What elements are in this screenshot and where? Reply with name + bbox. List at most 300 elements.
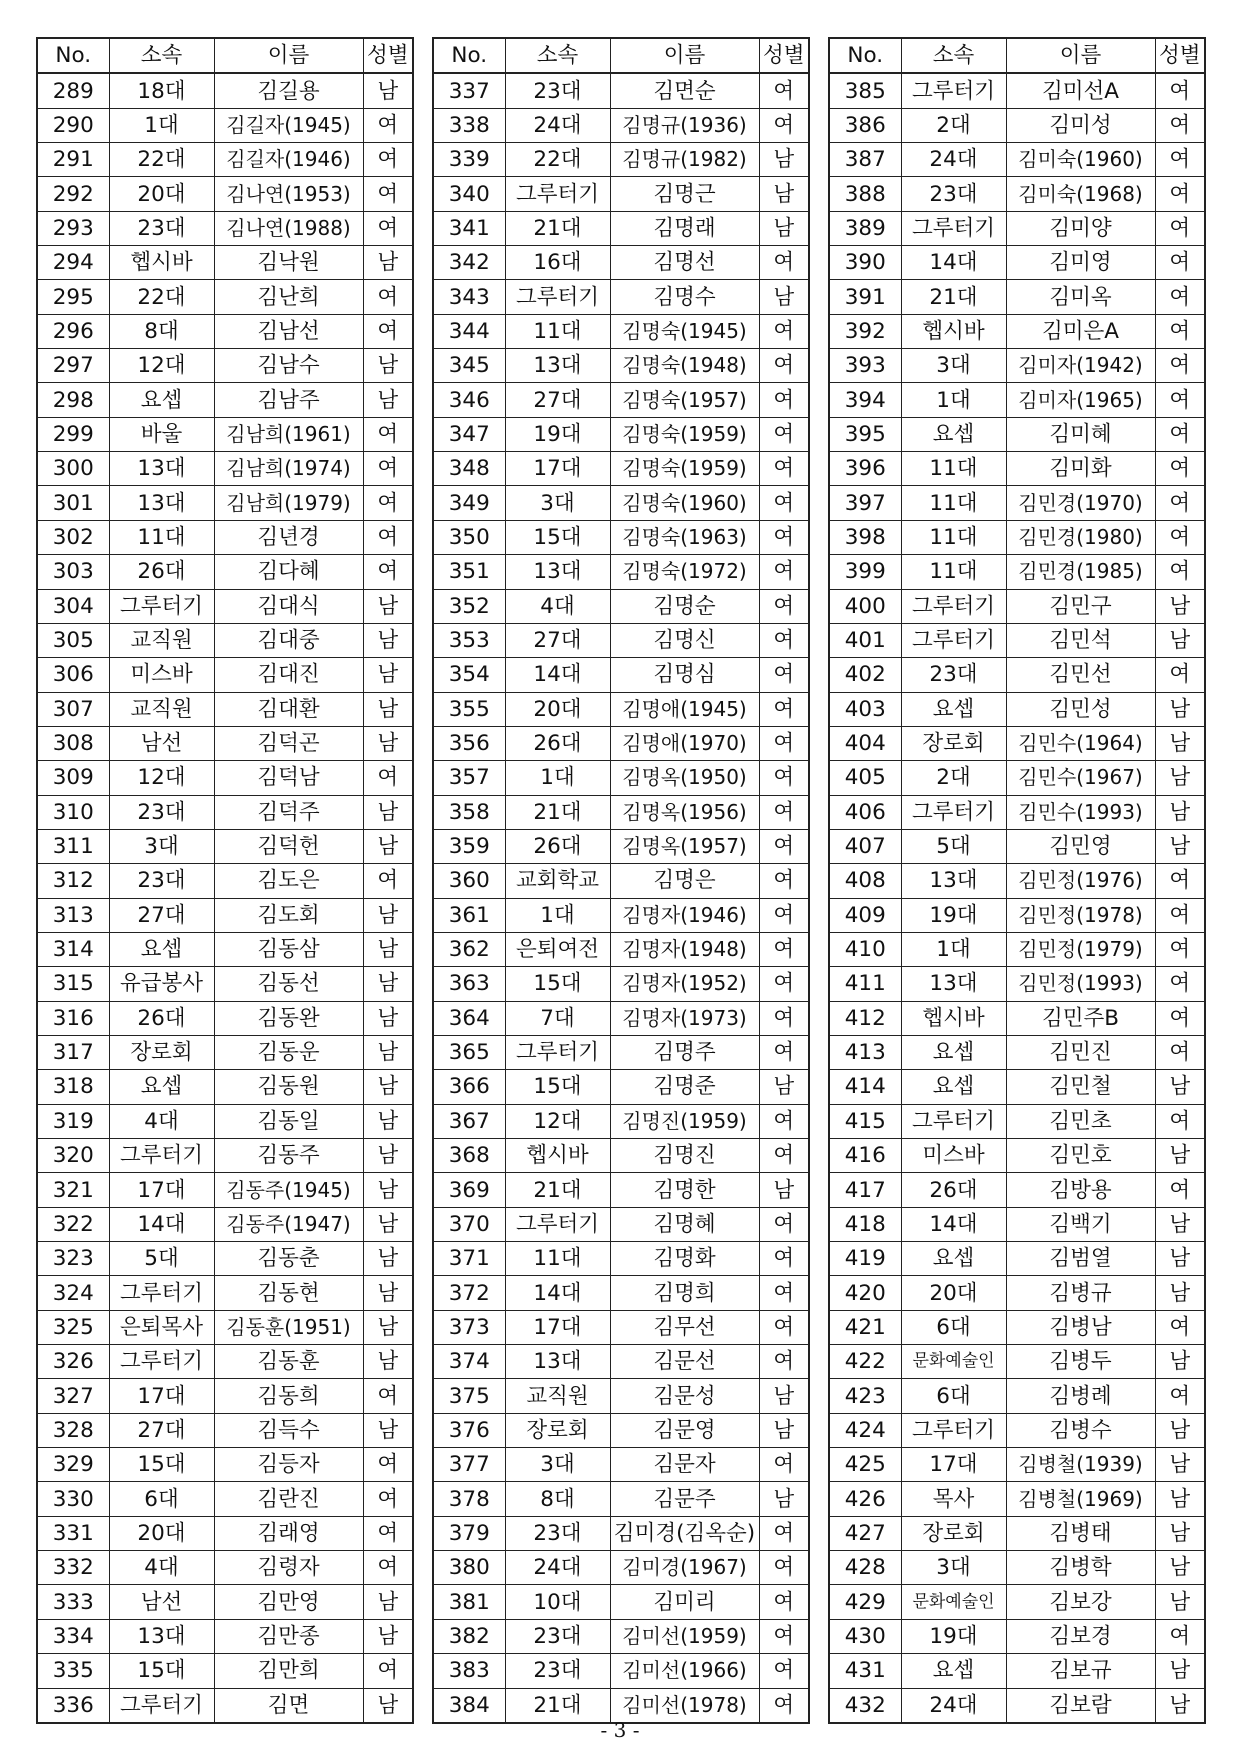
member-number: 342 [433,246,505,280]
member-name: 김동훈(1951) [214,1310,363,1344]
member-number: 377 [433,1448,505,1482]
member-affiliation: 23대 [109,211,214,245]
member-gender: 여 [759,1688,809,1723]
member-affiliation: 12대 [505,1104,610,1138]
member-number: 332 [37,1551,109,1585]
table-row [433,829,809,863]
member-gender: 여 [759,452,809,486]
member-gender: 남 [1155,1345,1205,1379]
member-gender: 여 [759,1139,809,1173]
member-affiliation: 8대 [109,314,214,348]
column-header-affiliation: 소속 [109,38,214,73]
column-header-no: No. [829,38,901,73]
member-number: 413 [829,1035,901,1069]
member-gender: 남 [363,1310,413,1344]
table-row [829,108,1205,142]
member-name: 김미숙(1968) [1006,177,1155,211]
table-row [37,1413,413,1447]
table-row [37,589,413,623]
member-affiliation: 문화예술인 [901,1585,1006,1619]
member-number: 384 [433,1688,505,1723]
member-name: 김미자(1942) [1006,349,1155,383]
table-row [433,1585,809,1619]
member-name: 김동현 [214,1276,363,1310]
member-affiliation: 미스바 [109,658,214,692]
member-name: 김무선 [610,1310,759,1344]
member-number: 315 [37,967,109,1001]
member-gender: 여 [1155,452,1205,486]
member-number: 426 [829,1482,901,1516]
member-number: 335 [37,1654,109,1688]
member-gender: 남 [759,1482,809,1516]
member-name: 김년경 [214,520,363,554]
member-affiliation: 14대 [901,246,1006,280]
member-gender: 남 [1155,1688,1205,1723]
member-gender: 남 [1155,1482,1205,1516]
member-affiliation: 헵시바 [505,1139,610,1173]
member-name: 김민성 [1006,692,1155,726]
member-affiliation: 13대 [901,967,1006,1001]
table-row [37,452,413,486]
member-name: 김명주 [610,1035,759,1069]
table-row [433,1242,809,1276]
member-gender: 남 [363,623,413,657]
member-number: 382 [433,1619,505,1653]
member-affiliation: 24대 [901,1688,1006,1723]
table-row [37,864,413,898]
table-row [829,1619,1205,1653]
member-gender: 여 [759,589,809,623]
table-row [433,1310,809,1344]
table-row [37,1139,413,1173]
member-affiliation: 요셉 [109,932,214,966]
member-gender: 남 [363,1345,413,1379]
member-gender: 여 [759,1345,809,1379]
member-affiliation: 그루터기 [505,1035,610,1069]
member-name: 김병태 [1006,1516,1155,1550]
member-affiliation: 21대 [505,1173,610,1207]
member-name: 김명숙(1945) [610,314,759,348]
member-name: 김미선(1978) [610,1688,759,1723]
member-affiliation: 2대 [901,108,1006,142]
member-gender: 여 [759,108,809,142]
table-row [37,623,413,657]
member-number: 392 [829,314,901,348]
member-affiliation: 22대 [109,280,214,314]
member-gender: 여 [759,1104,809,1138]
table-row [37,1207,413,1241]
member-affiliation: 20대 [505,692,610,726]
member-gender: 여 [759,623,809,657]
member-gender: 여 [759,1207,809,1241]
member-affiliation: 14대 [505,658,610,692]
member-affiliation: 14대 [901,1207,1006,1241]
table-row [829,73,1205,108]
member-affiliation: 15대 [505,520,610,554]
member-number: 305 [37,623,109,657]
member-name: 김병수 [1006,1413,1155,1447]
member-gender: 여 [759,1619,809,1653]
member-name: 김만희 [214,1654,363,1688]
table-row [829,1413,1205,1447]
member-affiliation: 17대 [109,1173,214,1207]
member-number: 404 [829,726,901,760]
member-number: 362 [433,932,505,966]
member-name: 김병학 [1006,1551,1155,1585]
member-name: 김동선 [214,967,363,1001]
table-row [433,1551,809,1585]
member-number: 338 [433,108,505,142]
member-affiliation: 11대 [109,520,214,554]
member-gender: 남 [363,349,413,383]
table-row [433,1379,809,1413]
member-number: 378 [433,1482,505,1516]
member-name: 김대식 [214,589,363,623]
table-row [37,143,413,177]
member-gender: 여 [1155,246,1205,280]
table-row [37,417,413,451]
member-gender: 여 [1155,486,1205,520]
member-gender: 여 [759,1242,809,1276]
member-number: 326 [37,1345,109,1379]
member-number: 294 [37,246,109,280]
member-affiliation: 11대 [901,486,1006,520]
member-affiliation: 5대 [901,829,1006,863]
member-gender: 여 [1155,349,1205,383]
member-gender: 여 [363,555,413,589]
member-affiliation: 6대 [901,1379,1006,1413]
member-gender: 남 [1155,692,1205,726]
member-name: 김명화 [610,1242,759,1276]
member-name: 김민영 [1006,829,1155,863]
member-gender: 남 [1155,761,1205,795]
table-row [829,1516,1205,1550]
column-header-no: No. [37,38,109,73]
member-name: 김보경 [1006,1619,1155,1653]
member-name: 김낙원 [214,246,363,280]
member-affiliation: 11대 [505,1242,610,1276]
member-number: 298 [37,383,109,417]
member-name: 김대중 [214,623,363,657]
table-row [37,349,413,383]
member-number: 403 [829,692,901,726]
column-header-name: 이름 [214,38,363,73]
member-number: 364 [433,1001,505,1035]
table-row [37,1070,413,1104]
member-gender: 남 [759,1070,809,1104]
member-gender: 남 [363,383,413,417]
table-row [829,623,1205,657]
member-gender: 남 [363,795,413,829]
member-gender: 여 [759,246,809,280]
member-affiliation: 26대 [109,1001,214,1035]
member-affiliation: 바울 [109,417,214,451]
member-name: 김민호 [1006,1139,1155,1173]
member-gender: 여 [1155,1379,1205,1413]
member-name: 김명신 [610,623,759,657]
member-name: 김명애(1970) [610,726,759,760]
member-name: 김명근 [610,177,759,211]
member-gender: 여 [759,761,809,795]
member-gender: 남 [1155,1654,1205,1688]
member-name: 김민정(1979) [1006,932,1155,966]
member-name: 김명숙(1959) [610,452,759,486]
table-row [829,1345,1205,1379]
member-number: 402 [829,658,901,692]
member-number: 368 [433,1139,505,1173]
member-gender: 남 [1155,1516,1205,1550]
table-row [433,143,809,177]
member-gender: 남 [1155,1551,1205,1585]
table-row [433,1070,809,1104]
table-row [433,898,809,932]
member-number: 366 [433,1070,505,1104]
member-affiliation: 문화예술인 [901,1345,1006,1379]
member-name: 김미경(김옥순) [610,1516,759,1550]
member-name: 김민경(1980) [1006,520,1155,554]
member-affiliation: 15대 [109,1654,214,1688]
member-number: 419 [829,1242,901,1276]
member-affiliation: 그루터기 [109,1139,214,1173]
member-gender: 여 [759,555,809,589]
member-number: 422 [829,1345,901,1379]
member-number: 401 [829,623,901,657]
member-number: 290 [37,108,109,142]
table-row [37,246,413,280]
page-number: - 3 - [600,1718,640,1742]
member-affiliation: 23대 [109,795,214,829]
member-affiliation: 장로회 [109,1035,214,1069]
member-name: 김명숙(1972) [610,555,759,589]
member-name: 김명은 [610,864,759,898]
member-number: 424 [829,1413,901,1447]
member-affiliation: 교직원 [109,692,214,726]
member-number: 356 [433,726,505,760]
member-number: 361 [433,898,505,932]
table-row [433,589,809,623]
member-gender: 여 [363,1379,413,1413]
table-row [829,1482,1205,1516]
member-affiliation: 요셉 [901,1242,1006,1276]
member-gender: 여 [759,520,809,554]
member-gender: 남 [1155,1139,1205,1173]
member-affiliation: 17대 [109,1379,214,1413]
member-number: 417 [829,1173,901,1207]
table-row [433,1516,809,1550]
member-name: 김동춘 [214,1242,363,1276]
member-name: 김명진 [610,1139,759,1173]
table-row [829,1207,1205,1241]
member-name: 김문자 [610,1448,759,1482]
member-gender: 남 [363,932,413,966]
table-row [829,1104,1205,1138]
member-gender: 남 [363,1242,413,1276]
member-gender: 남 [363,726,413,760]
member-name: 김덕곤 [214,726,363,760]
member-number: 309 [37,761,109,795]
member-affiliation: 그루터기 [901,795,1006,829]
member-number: 412 [829,1001,901,1035]
member-affiliation: 13대 [109,486,214,520]
table-row [829,143,1205,177]
table-row [37,1276,413,1310]
member-gender: 여 [1155,1310,1205,1344]
member-affiliation: 12대 [109,761,214,795]
member-name: 김동운 [214,1035,363,1069]
member-number: 407 [829,829,901,863]
member-number: 358 [433,795,505,829]
member-name: 김명심 [610,658,759,692]
member-gender: 여 [759,486,809,520]
member-gender: 여 [1155,314,1205,348]
member-name: 김명자(1946) [610,898,759,932]
member-number: 310 [37,795,109,829]
member-affiliation: 교직원 [109,623,214,657]
member-number: 373 [433,1310,505,1344]
member-affiliation: 11대 [505,314,610,348]
member-number: 423 [829,1379,901,1413]
table-row [433,1104,809,1138]
column-header-affiliation: 소속 [901,38,1006,73]
member-gender: 여 [759,383,809,417]
member-gender: 남 [363,1070,413,1104]
member-affiliation: 목사 [901,1482,1006,1516]
member-number: 383 [433,1654,505,1688]
member-affiliation: 장로회 [505,1413,610,1447]
member-affiliation: 23대 [505,1619,610,1653]
member-number: 372 [433,1276,505,1310]
table-row [37,1173,413,1207]
member-gender: 여 [1155,1619,1205,1653]
table-row [829,280,1205,314]
member-number: 390 [829,246,901,280]
member-number: 329 [37,1448,109,1482]
member-affiliation: 21대 [505,1688,610,1723]
table-row [37,211,413,245]
member-affiliation: 23대 [109,864,214,898]
member-number: 339 [433,143,505,177]
table-row [433,177,809,211]
member-gender: 남 [1155,589,1205,623]
table-row [829,383,1205,417]
member-name: 김민경(1985) [1006,555,1155,589]
member-number: 347 [433,417,505,451]
member-gender: 여 [759,967,809,1001]
member-gender: 남 [363,692,413,726]
member-name: 김난희 [214,280,363,314]
table-row [433,246,809,280]
table-row [37,555,413,589]
table-row [433,349,809,383]
member-gender: 여 [759,658,809,692]
member-name: 김병철(1939) [1006,1448,1155,1482]
member-name: 김명애(1945) [610,692,759,726]
member-name: 김래영 [214,1516,363,1550]
member-affiliation: 12대 [109,349,214,383]
member-number: 346 [433,383,505,417]
table-row [829,864,1205,898]
member-number: 374 [433,1345,505,1379]
member-table-3 [828,37,1206,1724]
member-affiliation: 1대 [505,898,610,932]
member-gender: 여 [759,795,809,829]
table-row [37,829,413,863]
member-affiliation: 11대 [901,555,1006,589]
member-name: 김명숙(1959) [610,417,759,451]
table-row [37,520,413,554]
member-affiliation: 3대 [901,1551,1006,1585]
member-affiliation: 요셉 [901,1654,1006,1688]
member-name: 김미경(1967) [610,1551,759,1585]
member-name: 김문선 [610,1345,759,1379]
member-gender: 여 [759,349,809,383]
table-row [829,1310,1205,1344]
table-row [829,1242,1205,1276]
member-name: 김미자(1965) [1006,383,1155,417]
member-gender: 여 [1155,211,1205,245]
member-name: 김도은 [214,864,363,898]
member-gender: 여 [759,726,809,760]
member-name: 김길용 [214,73,363,108]
member-number: 399 [829,555,901,589]
table-row [433,795,809,829]
member-number: 371 [433,1242,505,1276]
member-number: 396 [829,452,901,486]
member-gender: 여 [1155,555,1205,589]
member-gender: 여 [759,417,809,451]
member-number: 316 [37,1001,109,1035]
member-name: 김도회 [214,898,363,932]
member-affiliation: 17대 [505,452,610,486]
member-number: 334 [37,1619,109,1653]
member-gender: 여 [363,177,413,211]
member-name: 김미선A [1006,73,1155,108]
member-affiliation: 23대 [505,1654,610,1688]
table-row [37,1242,413,1276]
table-row [433,1482,809,1516]
table-row [829,555,1205,589]
table-row [433,623,809,657]
member-number: 343 [433,280,505,314]
table-row [37,1035,413,1069]
member-gender: 남 [1155,795,1205,829]
member-number: 318 [37,1070,109,1104]
member-gender: 여 [759,1276,809,1310]
member-affiliation: 13대 [109,452,214,486]
member-gender: 남 [363,1413,413,1447]
member-number: 379 [433,1516,505,1550]
member-name: 김백기 [1006,1207,1155,1241]
member-number: 420 [829,1276,901,1310]
table-row [829,1654,1205,1688]
member-number: 353 [433,623,505,657]
member-gender: 여 [759,1448,809,1482]
member-number: 363 [433,967,505,1001]
member-name: 김범열 [1006,1242,1155,1276]
member-affiliation: 그루터기 [901,73,1006,108]
member-affiliation: 20대 [109,1516,214,1550]
member-number: 400 [829,589,901,623]
member-affiliation: 3대 [505,1448,610,1482]
member-gender: 남 [1155,1413,1205,1447]
member-affiliation: 18대 [109,73,214,108]
member-number: 352 [433,589,505,623]
member-affiliation: 11대 [901,520,1006,554]
member-gender: 여 [759,1585,809,1619]
table-row [829,589,1205,623]
table-row [37,108,413,142]
member-name: 김동희 [214,1379,363,1413]
